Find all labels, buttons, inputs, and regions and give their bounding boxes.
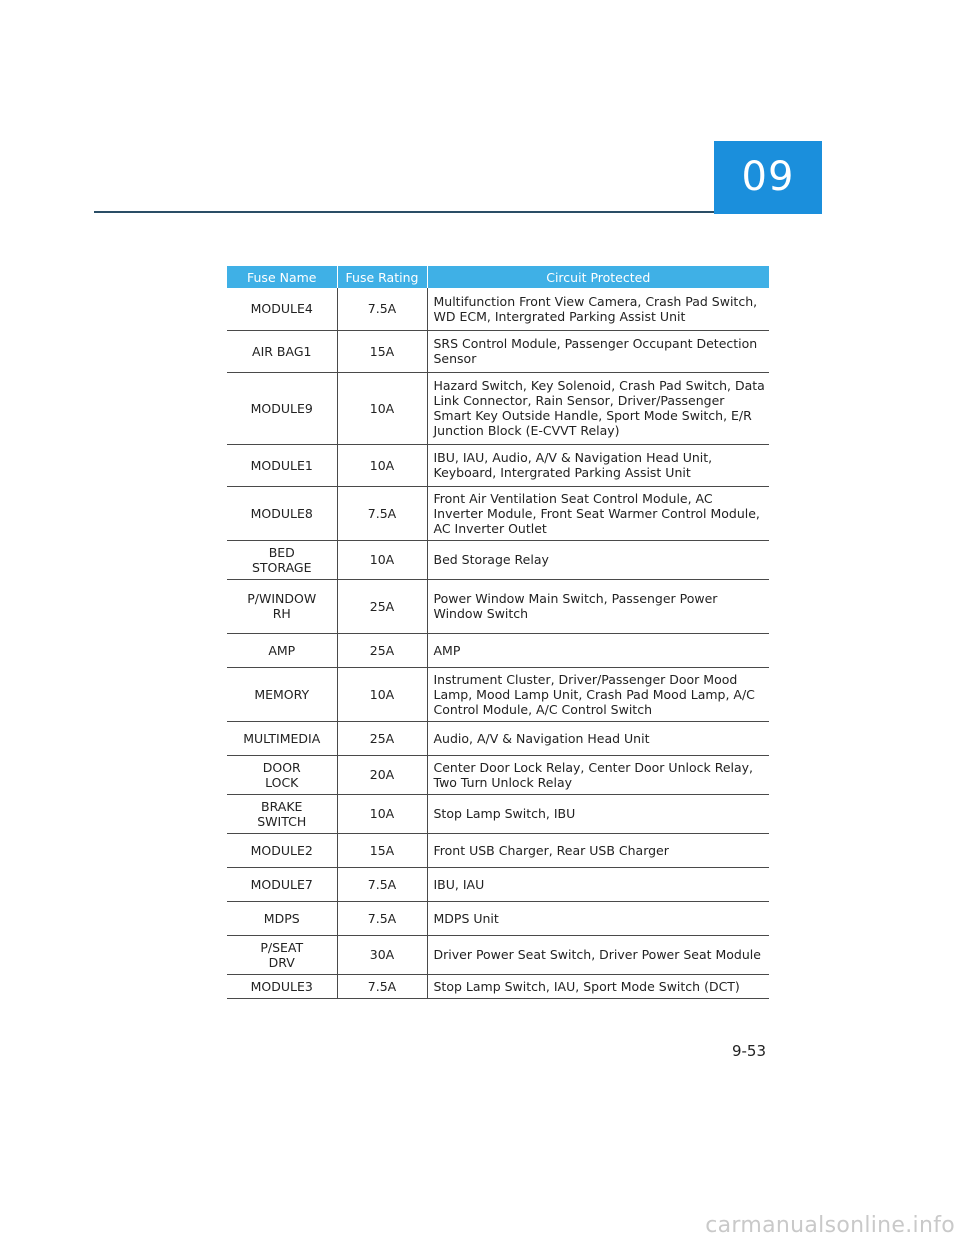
circuit-protected-cell: Hazard Switch, Key Solenoid, Crash Pad Switch, Data Link Connector, Rain Sensor, Driver/Passenger Smart Key Outside Handle, Sport Mode Switch, E/R Junction Block (E-CVVT Relay): [427, 372, 769, 444]
fuse-rating-cell: 25A: [337, 633, 427, 667]
chapter-rule: [94, 211, 718, 213]
table-row: [227, 794, 769, 833]
fuse-rating-cell: 15A: [337, 330, 427, 372]
fuse-name-cell: MEMORY: [227, 667, 337, 721]
circuit-protected-cell: SRS Control Module, Passenger Occupant Detection Sensor: [427, 330, 769, 372]
circuit-protected-cell: MDPS Unit: [427, 901, 769, 935]
fuse-name-cell: BRAKE SWITCH: [227, 794, 337, 833]
table-row: [227, 833, 769, 867]
circuit-protected-cell: Front Air Ventilation Seat Control Module, AC Inverter Module, Front Seat Warmer Control Module, AC Inverter Outlet: [427, 486, 769, 540]
fuse-rating-cell: 10A: [337, 444, 427, 486]
circuit-protected-cell: Driver Power Seat Switch, Driver Power Seat Module: [427, 935, 769, 974]
fuse-rating-cell: 20A: [337, 755, 427, 794]
fuse-rating-cell: 7.5A: [337, 486, 427, 540]
circuit-protected-cell: Center Door Lock Relay, Center Door Unlock Relay, Two Turn Unlock Relay: [427, 755, 769, 794]
table-row: [227, 974, 769, 998]
fuse-table-body: [227, 288, 769, 998]
fuse-name-cell: MODULE1: [227, 444, 337, 486]
fuse-name-cell: BED STORAGE: [227, 540, 337, 579]
fuse-rating-cell: 7.5A: [337, 288, 427, 330]
fuse-rating-cell: 30A: [337, 935, 427, 974]
fuse-rating-cell: 10A: [337, 794, 427, 833]
fuse-rating-cell: 15A: [337, 833, 427, 867]
chapter-tab: 09: [714, 141, 822, 214]
fuse-name-cell: MODULE8: [227, 486, 337, 540]
table-row: [227, 372, 769, 444]
fuse-rating-cell: 10A: [337, 372, 427, 444]
fuse-rating-cell: 25A: [337, 721, 427, 755]
fuse-name-cell: MULTIMEDIA: [227, 721, 337, 755]
table-row: [227, 633, 769, 667]
table-row: [227, 867, 769, 901]
fuse-table: [227, 266, 769, 999]
fuse-name-cell: P/WINDOW RH: [227, 579, 337, 633]
header-circuit-protected: Circuit Protected: [427, 266, 769, 288]
table-row: [227, 755, 769, 794]
table-row: [227, 540, 769, 579]
page-number: 9-53: [731, 1042, 766, 1060]
table-row: [227, 444, 769, 486]
circuit-protected-cell: AMP: [427, 633, 769, 667]
circuit-protected-cell: Bed Storage Relay: [427, 540, 769, 579]
fuse-rating-cell: 7.5A: [337, 974, 427, 998]
circuit-protected-cell: Front USB Charger, Rear USB Charger: [427, 833, 769, 867]
fuse-name-cell: AMP: [227, 633, 337, 667]
circuit-protected-cell: Instrument Cluster, Driver/Passenger Door Mood Lamp, Mood Lamp Unit, Crash Pad Mood Lamp, A/C Control Module, A/C Control Switch: [427, 667, 769, 721]
circuit-protected-cell: Power Window Main Switch, Passenger Power Window Switch: [427, 579, 769, 633]
circuit-protected-cell: IBU, IAU: [427, 867, 769, 901]
circuit-protected-cell: Stop Lamp Switch, IAU, Sport Mode Switch (DCT): [427, 974, 769, 998]
watermark: carmanualsonline.info: [705, 1213, 955, 1238]
fuse-name-cell: MODULE3: [227, 974, 337, 998]
circuit-protected-cell: Audio, A/V & Navigation Head Unit: [427, 721, 769, 755]
circuit-protected-cell: IBU, IAU, Audio, A/V & Navigation Head Unit, Keyboard, Intergrated Parking Assist Unit: [427, 444, 769, 486]
header-fuse-rating: Fuse Rating: [337, 266, 427, 288]
fuse-rating-cell: 10A: [337, 540, 427, 579]
table-row: [227, 901, 769, 935]
fuse-name-cell: MODULE9: [227, 372, 337, 444]
fuse-name-cell: MODULE2: [227, 833, 337, 867]
fuse-name-cell: DOOR LOCK: [227, 755, 337, 794]
circuit-protected-cell: Stop Lamp Switch, IBU: [427, 794, 769, 833]
table-header-row: [227, 266, 769, 288]
table-row: [227, 288, 769, 330]
fuse-name-cell: MODULE7: [227, 867, 337, 901]
circuit-protected-cell: Multifunction Front View Camera, Crash Pad Switch, WD ECM, Intergrated Parking Assist Unit: [427, 288, 769, 330]
header-fuse-name: Fuse Name: [227, 266, 337, 288]
fuse-rating-cell: 25A: [337, 579, 427, 633]
table-row: [227, 330, 769, 372]
fuse-name-cell: MDPS: [227, 901, 337, 935]
fuse-name-cell: MODULE4: [227, 288, 337, 330]
table-row: [227, 935, 769, 974]
table-row: [227, 486, 769, 540]
fuse-name-cell: P/SEAT DRV: [227, 935, 337, 974]
table-row: [227, 721, 769, 755]
table-row: [227, 667, 769, 721]
fuse-rating-cell: 7.5A: [337, 901, 427, 935]
fuse-rating-cell: 7.5A: [337, 867, 427, 901]
table-row: [227, 579, 769, 633]
fuse-rating-cell: 10A: [337, 667, 427, 721]
fuse-name-cell: AIR BAG1: [227, 330, 337, 372]
